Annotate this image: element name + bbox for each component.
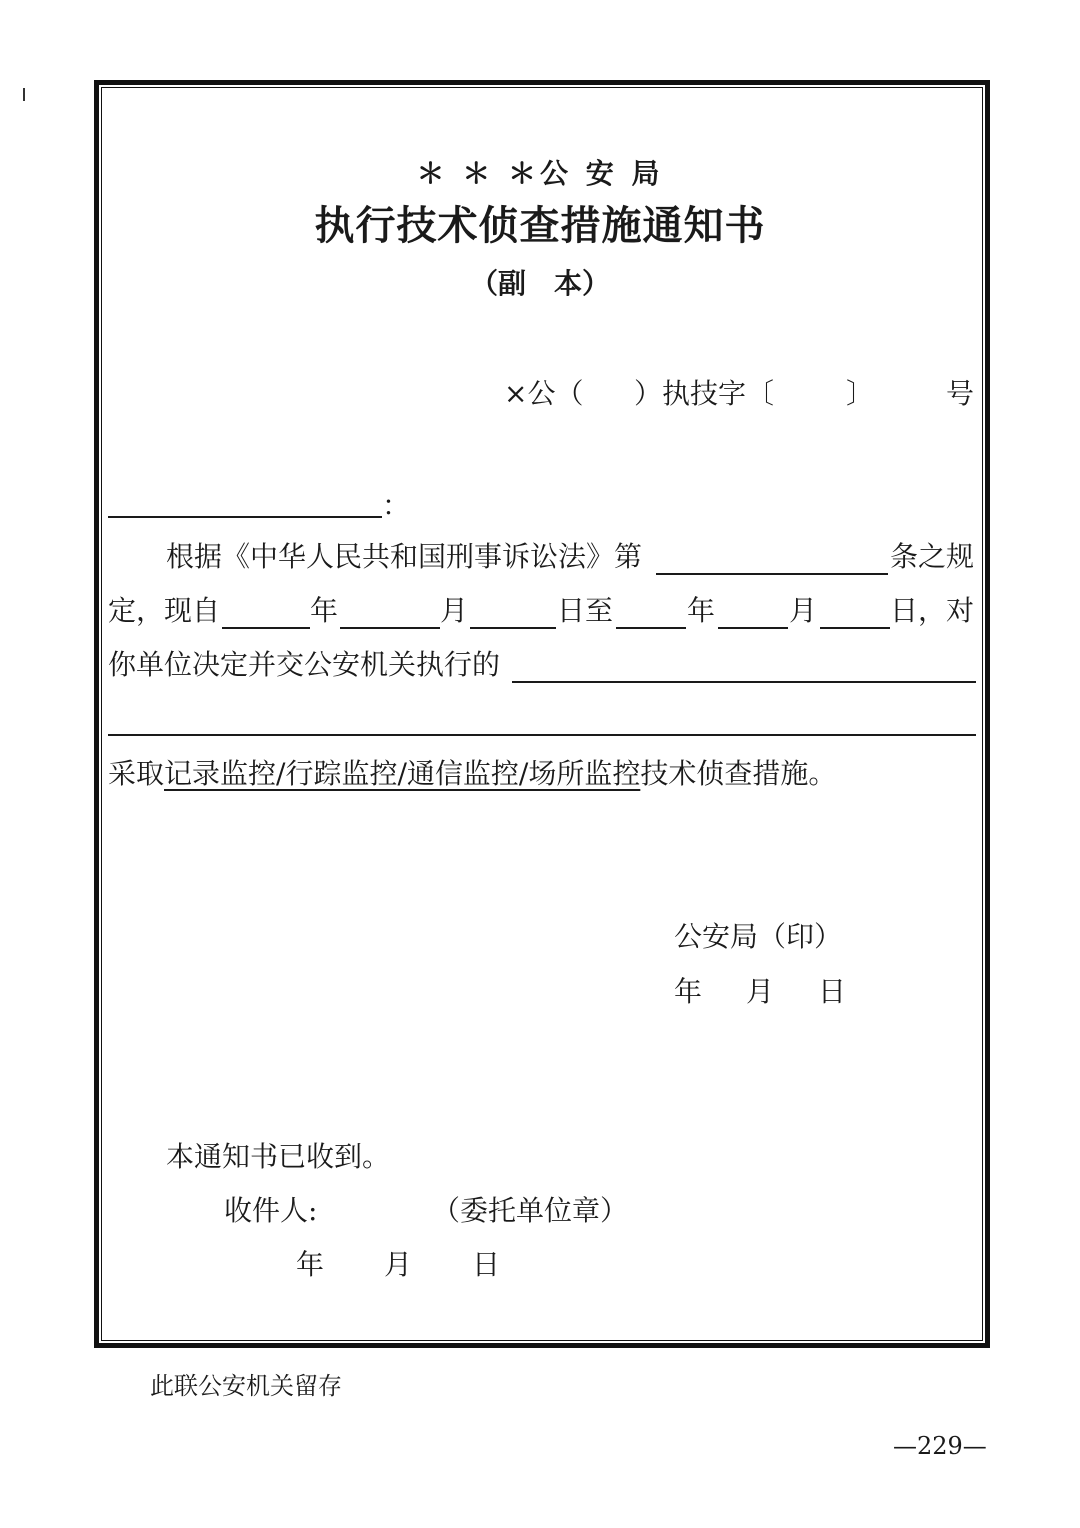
start-month-label: 月 bbox=[440, 594, 469, 627]
doc-number-middle: ）执技字〔 bbox=[634, 377, 775, 410]
doc-number-prefix: ×公（ bbox=[504, 377, 584, 410]
doc-number-suffix: 号 bbox=[946, 377, 975, 410]
paragraph-line-2-start: 定，现自 bbox=[108, 594, 221, 627]
end-day-label: 日，对 bbox=[890, 594, 975, 627]
receipt-day-label: 日 bbox=[472, 1248, 501, 1281]
addressee-blank bbox=[108, 516, 382, 518]
recipient-label: 收件人: bbox=[224, 1194, 318, 1227]
start-day-blank bbox=[470, 627, 556, 629]
end-month-label: 月 bbox=[789, 594, 818, 627]
start-year-blank bbox=[222, 627, 310, 629]
margin-tick-mark bbox=[23, 88, 25, 101]
doc-number-close: 〕 bbox=[846, 377, 875, 410]
issue-year-label: 年 bbox=[674, 975, 703, 1008]
document-title: 执行技术侦查措施通知书 bbox=[314, 202, 766, 249]
receipt-month-label: 月 bbox=[384, 1248, 413, 1281]
case-description-blank-2 bbox=[108, 734, 976, 736]
measures-suffix: 技术侦查措施。 bbox=[640, 757, 837, 790]
paragraph-line-3: 你单位决定并交公安机关执行的 bbox=[108, 648, 501, 681]
addressee-colon: ： bbox=[382, 489, 411, 522]
start-month-blank bbox=[340, 627, 440, 629]
agency-name: ＊ ＊ ＊公 安 局 bbox=[416, 157, 664, 190]
measures-options: 记录监控/行踪监控/通信监控/场所监控 bbox=[164, 757, 641, 790]
article-number-blank bbox=[656, 573, 888, 575]
issuer-seal: 公安局（印） bbox=[674, 920, 843, 953]
receipt-year-label: 年 bbox=[296, 1248, 325, 1281]
paragraph-line-5 bbox=[108, 757, 837, 790]
paragraph-line-1: 根据《中华人民共和国刑事诉讼法》第 bbox=[166, 540, 643, 573]
end-year-label: 年 bbox=[687, 594, 716, 627]
receipt-acknowledgement: 本通知书已收到。 bbox=[166, 1140, 391, 1173]
issue-month-label: 月 bbox=[746, 975, 775, 1008]
page-number: —229— bbox=[893, 1432, 987, 1460]
measures-prefix: 采取 bbox=[108, 757, 165, 790]
end-day-blank bbox=[820, 627, 890, 629]
start-year-label: 年 bbox=[310, 594, 339, 627]
end-month-blank bbox=[718, 627, 788, 629]
copy-type-label: （副 本） bbox=[469, 267, 610, 300]
retention-note: 此联公安机关留存 bbox=[150, 1372, 342, 1400]
start-day-to-label: 日至 bbox=[557, 594, 614, 627]
issue-day-label: 日 bbox=[818, 975, 847, 1008]
client-unit-seal: （委托单位章） bbox=[432, 1194, 629, 1227]
case-description-blank bbox=[512, 681, 976, 683]
article-suffix: 条之规 bbox=[890, 540, 975, 573]
end-year-blank bbox=[616, 627, 686, 629]
